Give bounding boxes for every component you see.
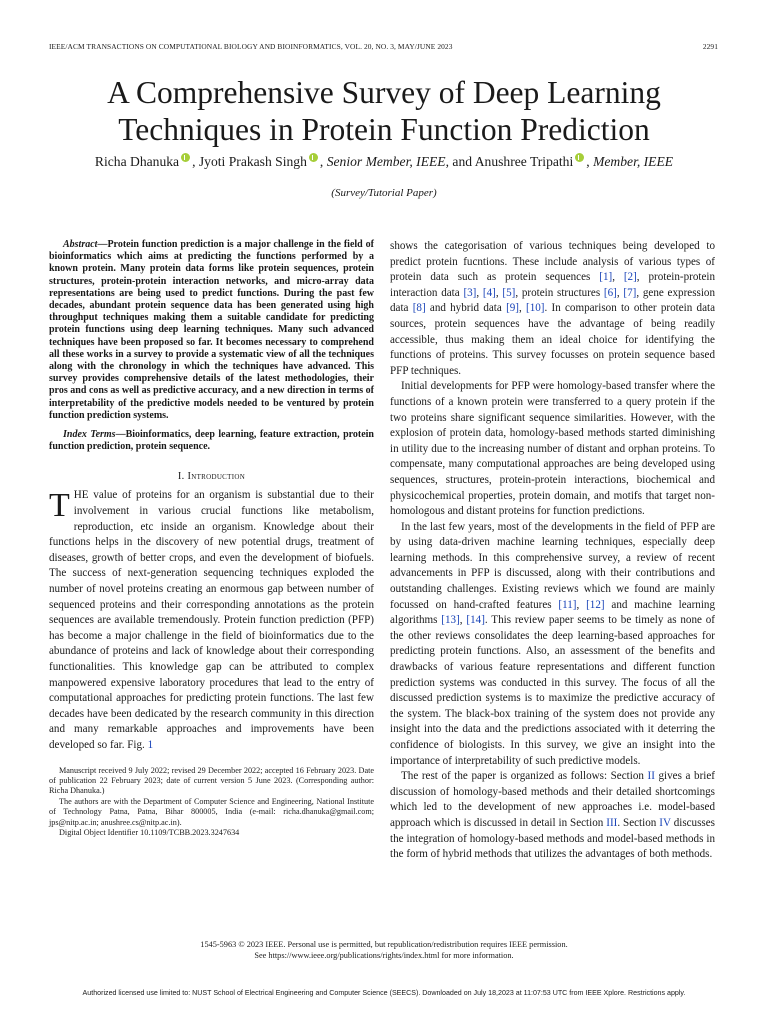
separator: , [612, 271, 624, 284]
section-heading: I. Introduction [177, 471, 246, 483]
author-role: Member, IEEE [593, 154, 674, 169]
author-conjunction: , and [445, 154, 473, 169]
section-link[interactable]: IV [659, 816, 671, 829]
title-line-1: A Comprehensive Survey of Deep Learning [107, 75, 661, 110]
author-name: Jyoti Prakash Singh [198, 154, 307, 169]
body-text: . In comparison to other protein data sources, protein sequences have the advantage of being readily accessible, thus making them an ideal choice for identifying the functions of proteins. This survey focusses on protein sequence based PFP techniques. [390, 302, 715, 377]
citation-link[interactable]: [4] [482, 286, 496, 299]
orcid-icon[interactable] [309, 153, 318, 162]
body-paragraph [390, 769, 715, 863]
body-text: and machine learning algorithms [390, 598, 715, 627]
figure-link[interactable]: 1 [147, 738, 154, 751]
citation-link[interactable]: [8] [412, 302, 426, 315]
body-text: , gene expression data [390, 286, 716, 315]
rights-link[interactable]: See https://www.ieee.org/publications/rights/index.html for more information. [254, 951, 514, 960]
index-terms-text: —Bioinformatics, deep learning, feature extraction, protein function prediction, protein sequence. [49, 429, 374, 453]
author-name: Anushree Tripathi [474, 154, 574, 169]
copyright-line: 1545-5963 © 2023 IEEE. Personal use is permitted, but republication/redistribution requires IEEE permission. [200, 940, 568, 949]
journal-name: IEEE/ACM TRANSACTIONS ON COMPUTATIONAL BIOLOGY AND BIOINFORMATICS, VOL. 20, NO. 3, MAY/JUNE 2023 [49, 42, 453, 51]
body-text: gives a brief discussion of homology-based methods and their detailed shortcomings which led to the development of new approaches i.e. model-based approach which is discussed in detail in Section [390, 770, 715, 829]
footnote [49, 766, 374, 839]
right-column [390, 239, 715, 863]
citation-link[interactable]: [5] [502, 286, 516, 299]
body-text: and hybrid data [425, 302, 507, 315]
index-terms-lead: Index Terms [63, 429, 116, 441]
author-list: Richa Dhanuka , Jyoti Prakash Singh , Senior Member, IEEE, and Anushree Tripathi , Member, IEEE [94, 154, 674, 169]
separator: , [519, 302, 527, 315]
citation-link[interactable]: [9] [506, 302, 519, 315]
page-number: 2291 [702, 42, 718, 51]
license-notice: Authorized licensed use limited to: NUST School of Electrical Engineering and Computer Science (SEECS). Downloaded on July 18,2023 at 11:07:53 UTC from IEEE Xplore. Restrictions apply. [82, 989, 686, 997]
citation-link[interactable]: [12] [586, 598, 605, 611]
abstract-text: —Protein function prediction is a major challenge in the field of bioinformatics which aims at predicting the functions performed by a known protein. Many protein data forms like protein sequences, protein structures, protein-protein interaction networks, and micro-array data representations are being used to predict functions. During the past few decades, abundant protein sequence data has been generated using high throughput techniques making them a suitable candidate for predicting protein functions using deep learning techniques. Many such advanced techniques have been proposed so far. It becomes necessary to comprehend all these works in a survey to provide a systematic view of all the techniques along with the chronology in which the techniques have advanced. This survey provides comprehensive details of the latest methodologies, their pros and cons as well as predictive accuracy, and a new direction in terms of interpretability of the predictive models needed to be ventured by protein function prediction systems. [49, 239, 374, 421]
body-text: shows the categorisation of various techniques being developed to predict protein fucntions. These include analysis of various types of protein data such as protein sequences [390, 240, 715, 284]
author-role: Senior Member, IEEE [326, 154, 446, 169]
separator: , [476, 286, 483, 299]
citation-link[interactable]: [10] [526, 302, 545, 315]
intro-text: HE value of proteins for an organism is substantial due to their involvement in various crucial functions like metabolism, reproduction, etc inside an organism. Knowledge about their functions helps in the discovery of new potential drugs, treatment of diseases, growth of better crops, and even the development of biofuels. The success of next-generation sequencing techniques exploded the number of novel proteins creating an enormous gap between number of sequenced proteins and their corresponding annotations as the protein sequences are available tremendously. Protein function prediction (PFP) has become a major challenge in the field of bioinformatics due to the abundance of proteins and lack of knowledge about their corresponding functionalities. This knowledge gap can be attributed to complex manpowered expensive laboratory procedures that lead to the entry of computational approaches for predicting protein functions. The last few decades have been dedicated by the research community in this direction and many remarkable approaches and improvements have been developed so far. Fig. [49, 489, 374, 751]
citation-link[interactable]: [1] [599, 271, 613, 284]
separator: , [576, 598, 587, 611]
section-link[interactable]: II [647, 770, 655, 783]
footnote-affiliation: The authors are with the Department of Computer Science and Engineering, National Institute of Technology Patna, Patna, Bihar 800005, India (e-mail: richa.dhanuka@gmail.com; jps@nitp.ac.in; anushree.cs@nitp.ac.in). [49, 796, 374, 827]
copyright-notice [0, 939, 768, 961]
body-paragraph [390, 520, 715, 770]
separator: , [616, 286, 624, 299]
paper-title [0, 74, 768, 148]
abstract-lead: Abstract [63, 239, 98, 250]
author-name: Richa Dhanuka [94, 154, 180, 169]
body-text: The rest of the paper is organized as follows: Section [401, 770, 648, 783]
citation-link[interactable]: [3] [463, 286, 477, 299]
citation-link[interactable]: [14] [466, 614, 485, 627]
drop-cap: T [49, 487, 70, 525]
abstract [49, 239, 374, 422]
title-line-2: Techniques in Protein Function Prediction [118, 112, 650, 147]
index-terms [49, 429, 374, 453]
separator: , [459, 614, 467, 627]
body-text: , protein structures [515, 286, 604, 299]
section-link[interactable]: III [606, 816, 618, 829]
citation-link[interactable]: [2] [623, 271, 637, 284]
citation-link[interactable]: [7] [623, 286, 637, 299]
citation-link[interactable]: [6] [603, 286, 617, 299]
body-paragraph [390, 239, 715, 379]
citation-link[interactable]: [13] [441, 614, 460, 627]
separator: , [495, 286, 503, 299]
orcid-icon[interactable] [575, 153, 584, 162]
body-text: . This review paper seems to be timely as none of the other reviews consolidates the deep learning-based approaches for predicting protein functions. Also, an assessment of the benefits and drawbacks of various feature representations and different function prediction systems was conducted in this survey. The focus of all the discussed prediction systems is to maximize the predictive accuracy of the system. The black-box training of the system does not provide any insight into the data and the predictions associated with it deterring the confidence of biologists. In this survey, we give an insight into the importance of interpretability of such predictive models. [390, 614, 715, 767]
citation-link[interactable]: [11] [558, 598, 577, 611]
body-text: . Section [617, 816, 660, 829]
footnote-received: Manuscript received 9 July 2022; revised 29 December 2022; accepted 16 February 2023. Date of publication 22 February 2023; date of current version 5 June 2023. (Corresponding author: Richa Dhanuka.) [49, 765, 374, 796]
paper-type: (Survey/Tutorial Paper) [331, 187, 437, 199]
body-paragraph: Initial developments for PFP were homology-based transfer where the functions of a known protein were transferred to a query protein if the two proteins share significant sequence similarities. However, with the explosion of protein data, homology-based methods started diminishing in utility due to the increasing number of distant and orphan proteins. To compensate, many computational approaches are being developed using sequences, structures, protein-protein interactions, biochemical and physicochemical properties, protein domain, and motifs that target non-homologous and distant proteins for function predictions. [390, 380, 715, 518]
body-text: discusses the integration of homology-based methods and model-based methods in the form of hybrid methods that utilizes the advantages of both methods. [390, 816, 715, 861]
body-text: In the last few years, most of the developments in the field of PFP are by using data-driven machine learning techniques, especially deep learning methods. In this comprehensive survey, a review of recent advancements in PFP is discussed, along with their contributions and outstanding challenges. Existing reviews which we found are mainly focussed on hand-crafted features [390, 520, 715, 611]
orcid-icon[interactable] [181, 153, 190, 162]
body-text: , protein-protein interaction data [390, 271, 716, 299]
footnote-doi: Digital Object Identifier 10.1109/TCBB.2023.3247634 [59, 827, 240, 837]
running-head [0, 42, 768, 56]
intro-paragraph [49, 488, 374, 753]
left-column [49, 239, 374, 838]
